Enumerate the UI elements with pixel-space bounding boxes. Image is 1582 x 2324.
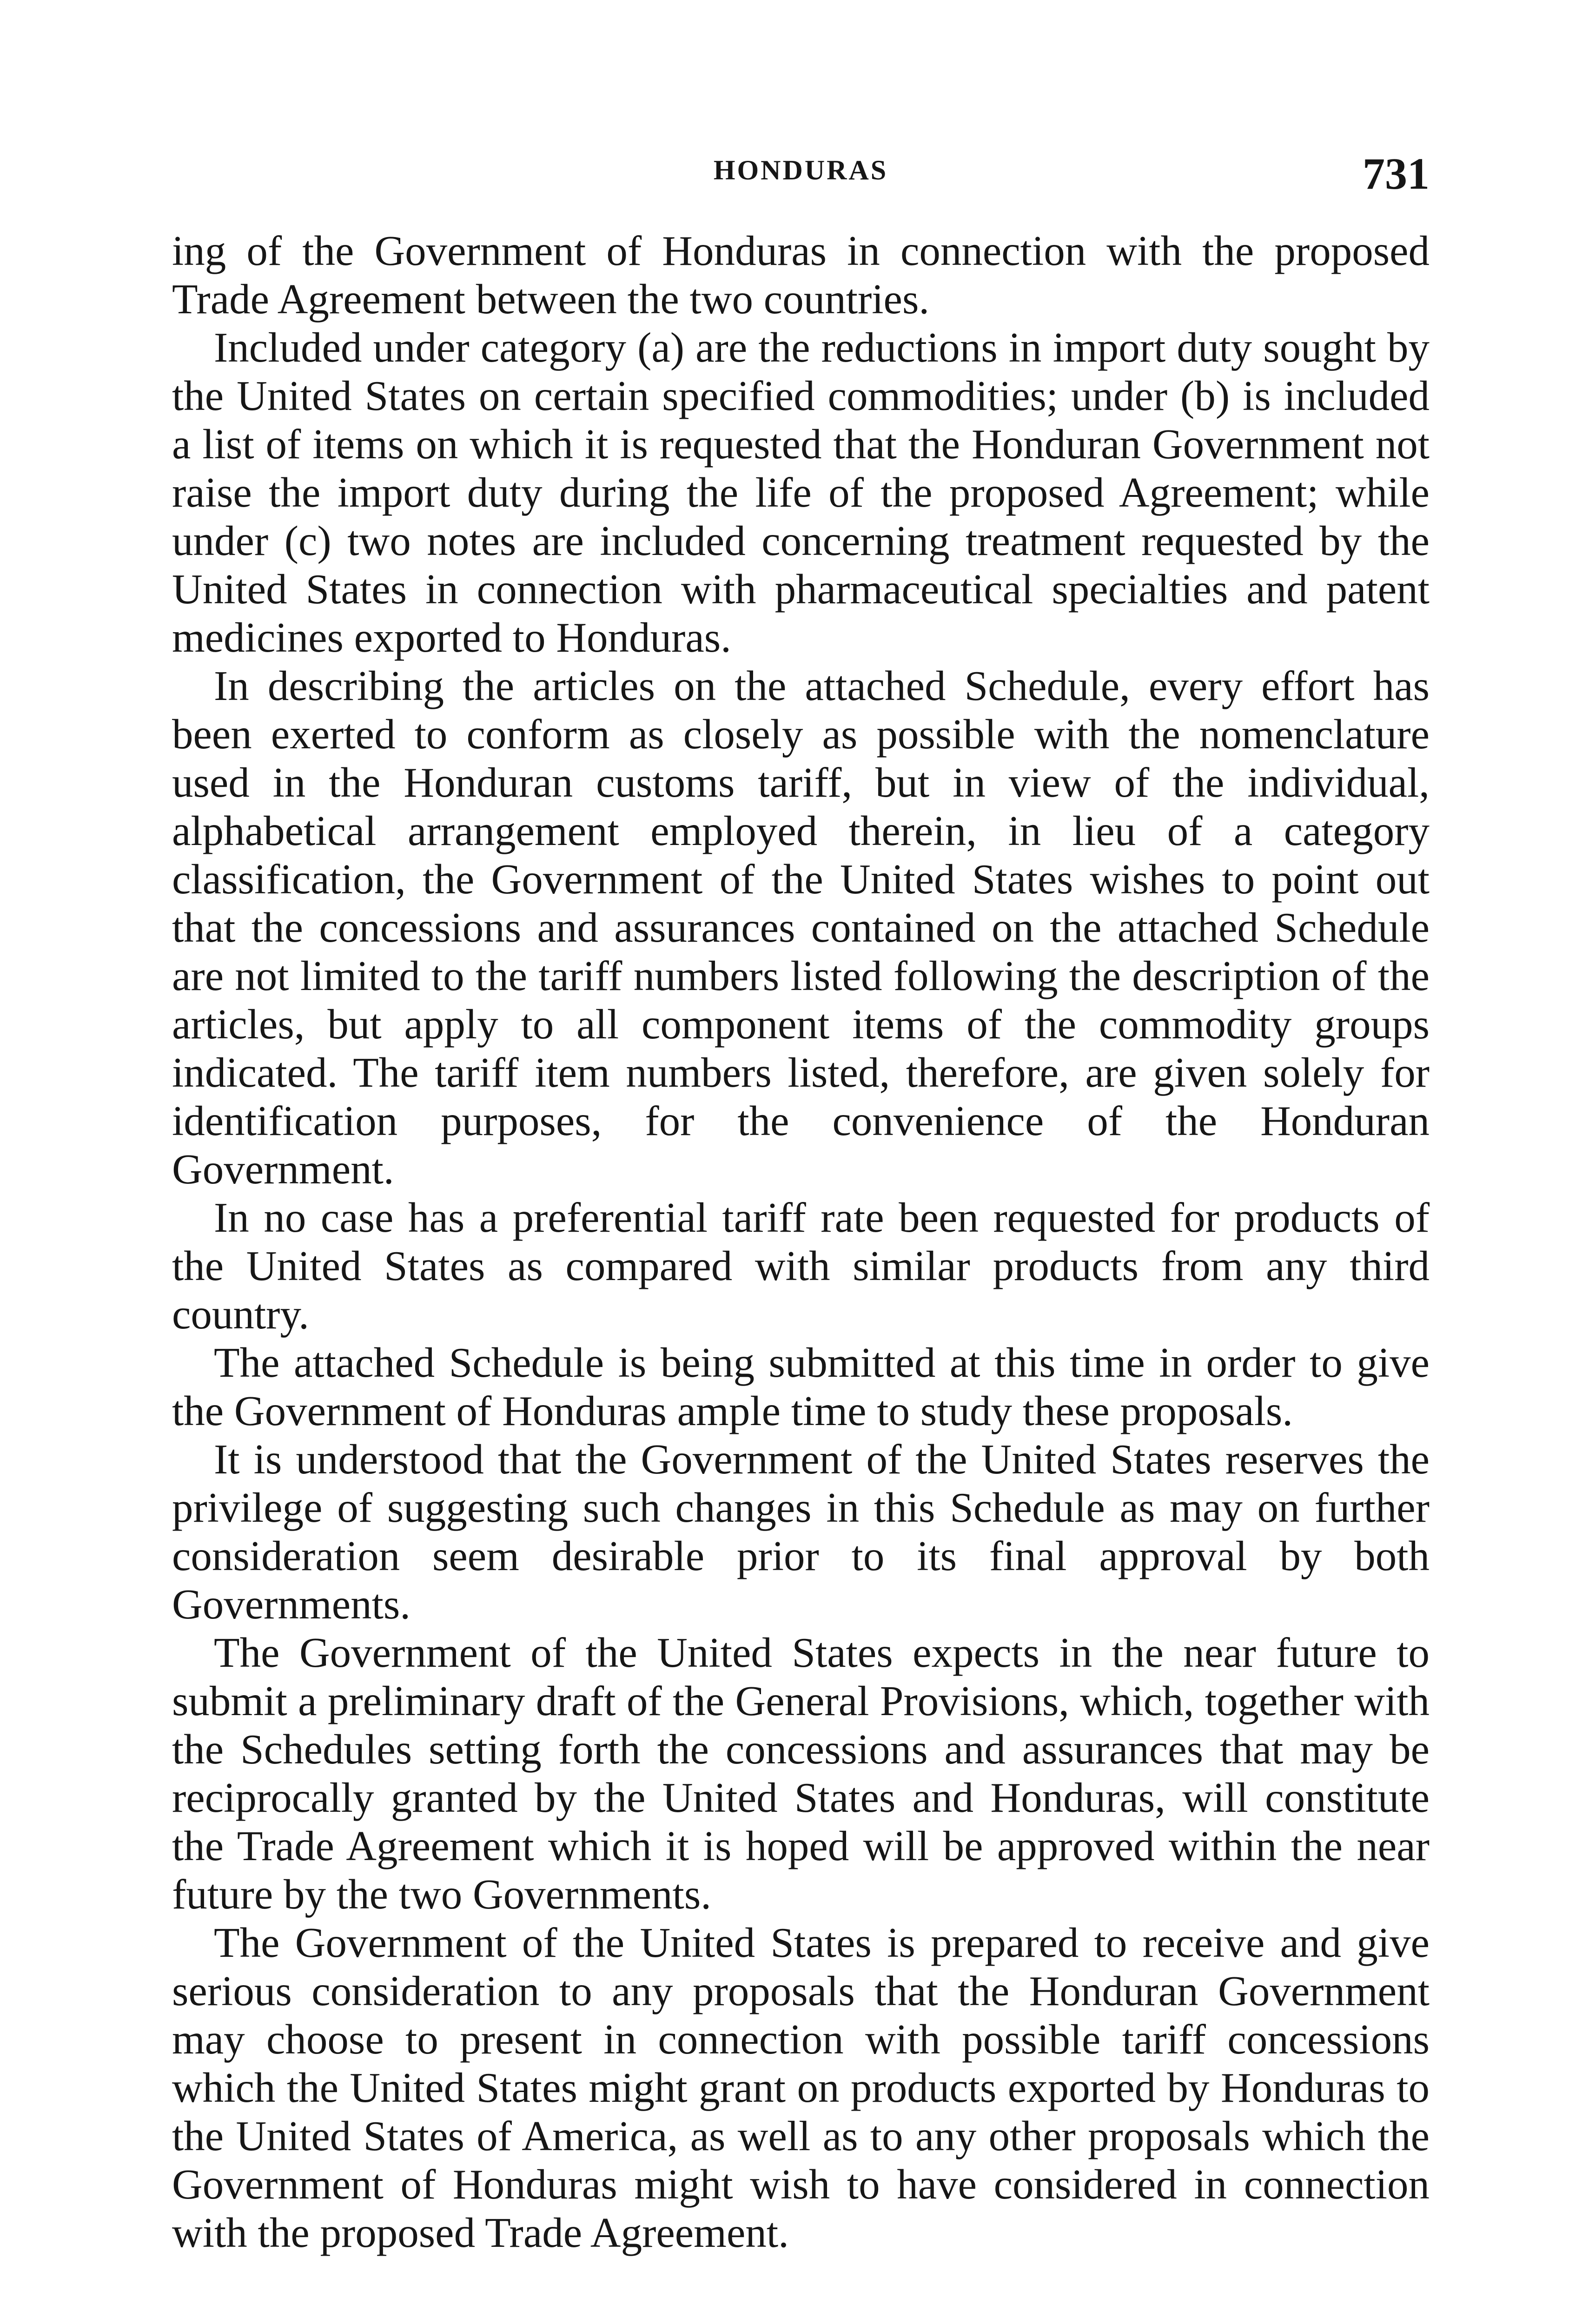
paragraph-8: The Government of the United States is prepared to receive and give serious consideration to any proposals that the Honduran Government may choose to present in connection with possible tariff concessions which the United States might grant on products exported by Honduras to the United States of America, as well as to any other proposals which the Government of Honduras might wish to have considered in connection with the proposed Trade Agreement. bbox=[172, 1919, 1430, 2256]
paragraph-1: ing of the Government of Honduras in connection with the proposed Trade Agreement between the two countries. bbox=[172, 227, 1430, 323]
running-title: HONDURAS bbox=[713, 155, 888, 185]
paragraph-6: It is understood that the Government of the United States reserves the privilege of suggesting such changes in this Schedule as may on further consideration seem desirable prior to its final approval by both Governments. bbox=[172, 1436, 1430, 1628]
page-number: 731 bbox=[1363, 149, 1430, 198]
body-text bbox=[172, 227, 1430, 2257]
paragraph-3: In describing the articles on the attached Schedule, every effort has been exerted to conform as closely as possible with the nomenclature used in the Honduran customs tariff, but in view of the individual, alphabetical arrangement employed therein, in lieu of a category classification, the Government of the United States wishes to point out that the concessions and assurances contained on the attached Schedule are not limited to the tariff numbers listed following the description of the articles, but apply to all component items of the commodity groups indicated. The tariff item numbers listed, therefore, are given solely for identification purposes, for the convenience of the Honduran Government. bbox=[172, 662, 1430, 1193]
paragraph-2: Included under category (a) are the reductions in import duty sought by the United States on certain specified commodities; under (b) is included a list of items on which it is requested that the Honduran Government not raise the import duty during the life of the proposed Agreement; while under (c) two notes are included concerning treatment requested by the United States in connection with pharmaceutical specialties and patent medicines exported to Honduras. bbox=[172, 324, 1430, 661]
paragraph-5: The attached Schedule is being submitted at this time in order to give the Government of Honduras ample time to study these proposals. bbox=[172, 1339, 1430, 1434]
paragraph-4: In no case has a preferential tariff rate been requested for products of the United States as compared with similar products from any third country. bbox=[172, 1194, 1430, 1338]
paragraph-7: The Government of the United States expects in the near future to submit a preliminary draft of the General Provisions, which, together with the Schedules setting forth the concessions and assurances that may be reciprocally granted by the United States and Honduras, will constitute the Trade Agreement which it is hoped will be approved within the near future by the two Governments. bbox=[172, 1629, 1430, 1918]
running-head bbox=[172, 148, 1430, 213]
